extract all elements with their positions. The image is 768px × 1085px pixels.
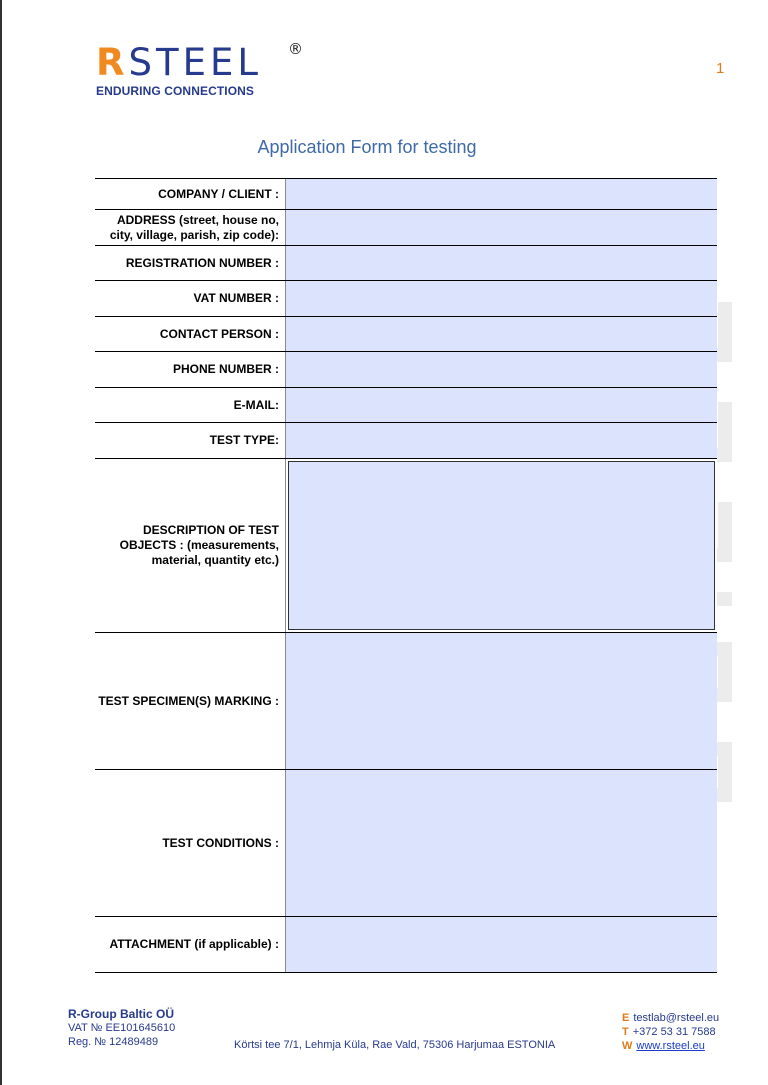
form-row bbox=[95, 316, 717, 351]
footer-company-info bbox=[68, 1007, 175, 1049]
form-row bbox=[95, 245, 717, 280]
field-label-company: COMPANY / CLIENT : bbox=[158, 186, 279, 201]
phone-number-input[interactable] bbox=[285, 352, 717, 387]
test-type-input[interactable] bbox=[285, 423, 717, 458]
company-logo bbox=[96, 40, 303, 98]
logo-tagline: ENDURING CONNECTIONS bbox=[96, 84, 255, 98]
form-row bbox=[95, 422, 717, 458]
form-row bbox=[95, 209, 717, 245]
form-row bbox=[95, 280, 717, 316]
registered-mark: ® bbox=[288, 40, 303, 58]
field-label-attachment: ATTACHMENT (if applicable) : bbox=[109, 937, 279, 951]
footer-contact bbox=[622, 1011, 719, 1053]
footer-reg: Reg. № 12489489 bbox=[68, 1036, 159, 1048]
footer-website-link[interactable]: www.rsteel.eu bbox=[636, 1040, 705, 1052]
field-label-test-type: TEST TYPE: bbox=[209, 433, 279, 447]
form-row bbox=[95, 178, 717, 209]
footer-company-name: R-Group Baltic OÜ bbox=[68, 1007, 175, 1021]
form-title: Application Form for testing bbox=[257, 137, 477, 157]
page-number: 1 bbox=[716, 60, 725, 77]
form-row bbox=[95, 916, 717, 973]
field-label-description: DESCRIPTION OF TEST OBJECTS : (measurements, material, quantity etc.) bbox=[119, 523, 279, 567]
email-input[interactable] bbox=[285, 388, 717, 422]
phone-key: T bbox=[622, 1026, 629, 1038]
vat-number-input[interactable] bbox=[285, 281, 717, 316]
address-input[interactable] bbox=[285, 210, 717, 245]
specimen-marking-textarea[interactable] bbox=[285, 633, 717, 769]
email-key: E bbox=[622, 1012, 630, 1024]
attachment-input[interactable] bbox=[285, 917, 717, 972]
field-label-conditions: TEST CONDITIONS : bbox=[162, 835, 279, 850]
description-textarea-box[interactable] bbox=[288, 461, 715, 630]
field-label-address: ADDRESS (street, house no, city, village, parish, zip code): bbox=[109, 212, 279, 242]
page-edge bbox=[0, 0, 2, 1085]
description-textarea[interactable] bbox=[285, 459, 717, 632]
field-label-vat: VAT NUMBER : bbox=[193, 291, 279, 305]
footer-email: testlab@rsteel.eu bbox=[633, 1012, 720, 1024]
footer-phone: +372 53 31 7588 bbox=[632, 1026, 716, 1038]
registration-number-input[interactable] bbox=[285, 246, 717, 280]
form-row bbox=[95, 351, 717, 387]
web-key: W bbox=[622, 1040, 633, 1052]
application-form bbox=[95, 178, 717, 973]
field-label-email: E-MAIL: bbox=[233, 397, 279, 412]
form-row bbox=[95, 632, 717, 769]
footer-address: Körtsi tee 7/1, Lehmja Küla, Rae Vald, 75306 Harjumaa ESTONIA bbox=[234, 1039, 556, 1051]
form-row bbox=[95, 769, 717, 916]
field-label-contact: CONTACT PERSON : bbox=[159, 326, 279, 341]
logo-wordmark: RSTEEL bbox=[96, 41, 262, 84]
field-label-registration: REGISTRATION NUMBER : bbox=[125, 255, 279, 270]
field-label-phone: PHONE NUMBER : bbox=[172, 362, 279, 376]
field-label-marking: TEST SPECIMEN(S) MARKING : bbox=[98, 693, 279, 708]
form-row bbox=[95, 458, 717, 632]
footer-vat: VAT № EE101645610 bbox=[68, 1022, 176, 1034]
contact-person-input[interactable] bbox=[285, 317, 717, 351]
test-conditions-textarea[interactable] bbox=[285, 770, 717, 916]
form-row bbox=[95, 387, 717, 422]
company-client-input[interactable] bbox=[285, 179, 717, 209]
